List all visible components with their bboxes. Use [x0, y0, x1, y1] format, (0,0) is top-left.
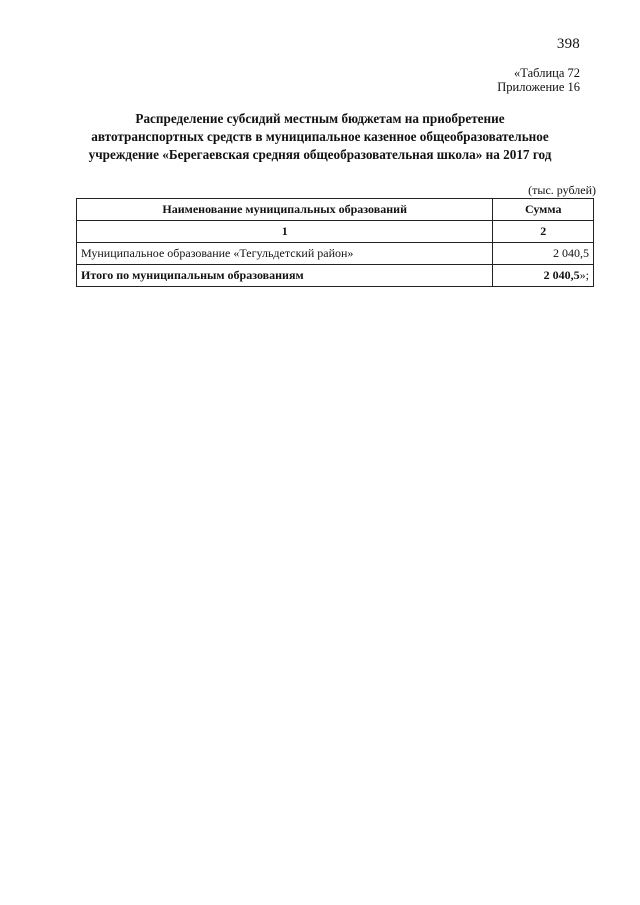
- annex-reference: [497, 66, 580, 94]
- column-number-1: 1: [77, 221, 493, 243]
- row-amount: 2 040,5: [493, 243, 594, 265]
- appendix-reference: Приложение 16: [497, 80, 580, 94]
- title-line-1: Распределение субсидий местным бюджетам на приобретение: [135, 111, 505, 126]
- header-name: Наименование муниципальных образований: [77, 199, 493, 221]
- total-amount-cell: [493, 265, 594, 287]
- total-row: [77, 265, 594, 287]
- table-row: [77, 243, 594, 265]
- page-number: 398: [556, 36, 580, 52]
- column-number-row: [77, 221, 594, 243]
- total-label: Итого по муниципальным образованиям: [77, 265, 493, 287]
- header-sum: Сумма: [493, 199, 594, 221]
- title-line-2: автотранспортных средств в муниципальное казенное общеобразовательное: [91, 129, 549, 144]
- table-reference: «Таблица 72: [514, 66, 580, 80]
- document-title: [60, 110, 580, 164]
- units-note: (тыс. рублей): [528, 183, 596, 197]
- title-line-3: учреждение «Берегаевская средняя общеобразовательная школа» на 2017 год: [88, 147, 552, 162]
- column-number-2: 2: [493, 221, 594, 243]
- table-header-row: [77, 199, 594, 221]
- closing-quote: »;: [579, 268, 589, 282]
- row-name: Муниципальное образование «Тегульдетский район»: [77, 243, 493, 265]
- total-amount: 2 040,5: [543, 268, 580, 282]
- subsidy-table: [76, 198, 594, 287]
